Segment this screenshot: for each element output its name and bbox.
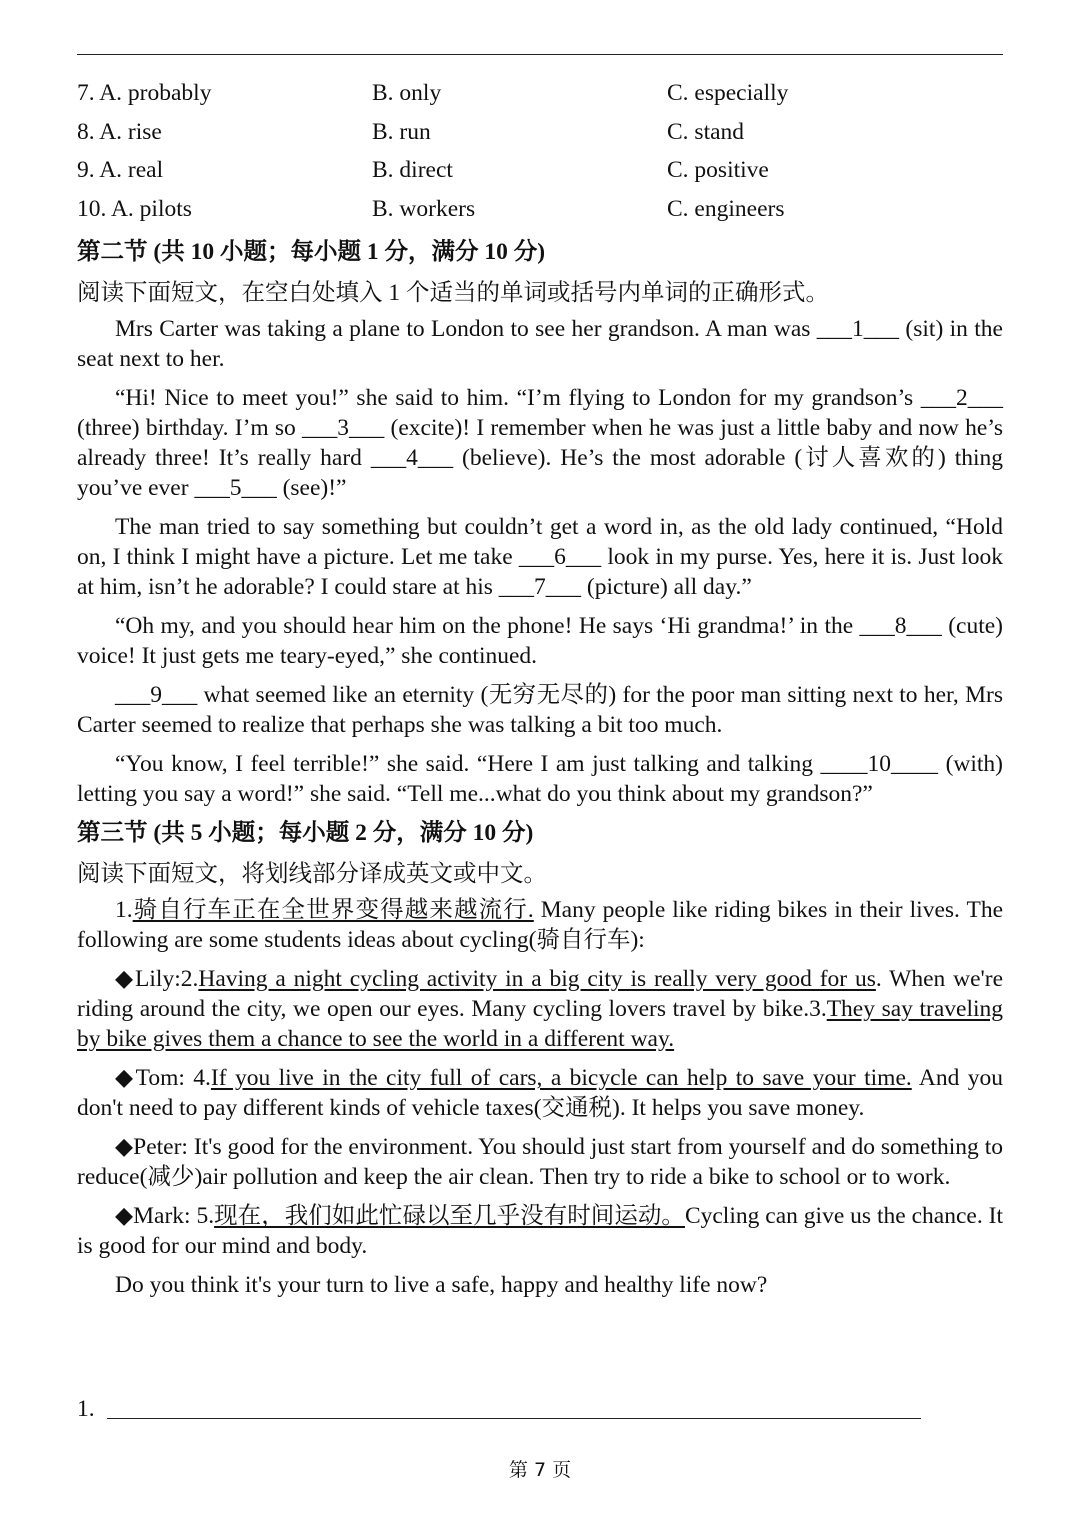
option-row — [77, 74, 1003, 113]
section3-title: 第三节 (共 5 小题；每小题 2 分，满分 10 分) — [77, 820, 534, 846]
item-number: 1. — [115, 897, 133, 923]
section3-paragraph-tom — [77, 1063, 1003, 1123]
underlined-sentence: If you live in the city full of cars, a bicycle can help to save your time. — [210, 1065, 912, 1091]
option-a: 9. A. real — [77, 157, 164, 184]
section3-paragraph-peter: ◆Peter: It's good for the environment. You should just start from yourself and do something to reduce(减少)air pollution and keep the air clean. Then try to ride a bike to school or to work. — [77, 1134, 1003, 1190]
section2-paragraph: “You know, I feel terrible!” she said. “Here I am just talking and talking ____10____ (with) letting you say a word!” she said. “Tell me...what do you think about my grandson?” — [77, 751, 1003, 807]
speaker-lead: ◆Tom: 4. — [115, 1065, 211, 1091]
option-b: B. workers — [372, 195, 476, 222]
option-b: B. direct — [372, 157, 453, 184]
section2-paragraph: “Hi! Nice to meet you!” she said to him. “I’m flying to London for my grandson’s ___2___ (three) birthday. I’m so ___3___ (excite)! I remember when he was just a little baby and now he’s already three! It’s really hard ___4___ (believe). He’s the most adorable (讨人喜欢的) thing you’ve ever ___5___ (see)!” — [77, 385, 1003, 501]
option-b: B. only — [372, 80, 442, 107]
page-number: 第 7 页 — [508, 1459, 572, 1481]
underlined-sentence: 现在，我们如此忙碌以至几乎没有时间运动。 — [214, 1203, 685, 1229]
options-table — [77, 74, 1003, 228]
section2-paragraph: The man tried to say something but couldn’t get a word in, as the old lady continued, “Hold on, I think I might have a picture. Let me take ___6___ look in my purse. Yes, here it is. Just look at him, isn’t he adorable? I could stare at his ___7___ (picture) all day.” — [77, 514, 1003, 600]
underlined-sentence: Having a night cycling activity in a big city is really very good for us — [198, 966, 876, 992]
paragraph-text: And you don't need to pay different kinds of vehicle taxes(交通税). It helps you save money. — [77, 1065, 1003, 1121]
option-c: C. especially — [667, 80, 789, 107]
answer-number: 1. — [77, 1396, 95, 1422]
underlined-sentence: 骑自行车正在全世界变得越来越流行. — [132, 897, 534, 923]
section3-paragraph-mark — [77, 1201, 1003, 1261]
option-a: 10. A. pilots — [77, 195, 192, 222]
speaker-lead: ◆Mark: 5. — [115, 1203, 215, 1229]
answer-line-1[interactable] — [77, 1394, 927, 1424]
section2-paragraph: ___9___ what seemed like an eternity (无穷无尽的) for the poor man sitting next to her, Mrs Carter seemed to realize that perhaps she was talking a bit too much. — [77, 682, 1003, 738]
option-c: C. engineers — [667, 195, 785, 222]
section3-paragraph-closing: Do you think it's your turn to live a safe, happy and healthy life now? — [115, 1272, 768, 1298]
paragraph-text: . When we're riding around the city, we open our eyes. Many cycling lovers travel by bike.3. — [77, 966, 1004, 1022]
section2-paragraph: “Oh my, and you should hear him on the phone! He says ‘Hi grandma!’ in the ___8___ (cute) voice! It just gets me teary-eyed,” she continued. — [77, 613, 1003, 669]
option-a: 8. A. rise — [77, 118, 162, 145]
section3-instruction: 阅读下面短文，将划线部分译成英文或中文。 — [77, 861, 547, 887]
option-c: C. positive — [667, 157, 769, 184]
top-rule — [77, 54, 1003, 55]
section2-instruction: 阅读下面短文，在空白处填入 1 个适当的单词或括号内单词的正确形式。 — [77, 280, 829, 306]
section2-paragraph: Mrs Carter was taking a plane to London to see her grandson. A man was ___1___ (sit) in the seat next to her. — [77, 316, 1003, 372]
paragraph-text: Cycling can give us the chance. It is good for our mind and body. — [77, 1203, 1003, 1259]
option-row — [77, 113, 1003, 152]
section3-paragraph-1 — [77, 895, 1003, 955]
option-row — [77, 151, 1003, 190]
paragraph-text: Many people like riding bikes in their lives. The following are some students ideas about cycling(骑自行车): — [77, 897, 1004, 953]
page-content — [77, 74, 1003, 1309]
answer-blank-line[interactable] — [107, 1418, 921, 1419]
speaker-lead: ◆Lily:2. — [115, 966, 199, 992]
option-b: B. run — [372, 118, 431, 145]
option-row — [77, 190, 1003, 229]
section2-title: 第二节 (共 10 小题；每小题 1 分，满分 10 分) — [77, 239, 546, 265]
option-c: C. stand — [667, 118, 745, 145]
section3-paragraph-lily — [77, 964, 1003, 1054]
underlined-sentence: They say traveling by bike gives them a chance to see the world in a different way. — [77, 996, 1004, 1052]
option-a: 7. A. probably — [77, 80, 212, 107]
